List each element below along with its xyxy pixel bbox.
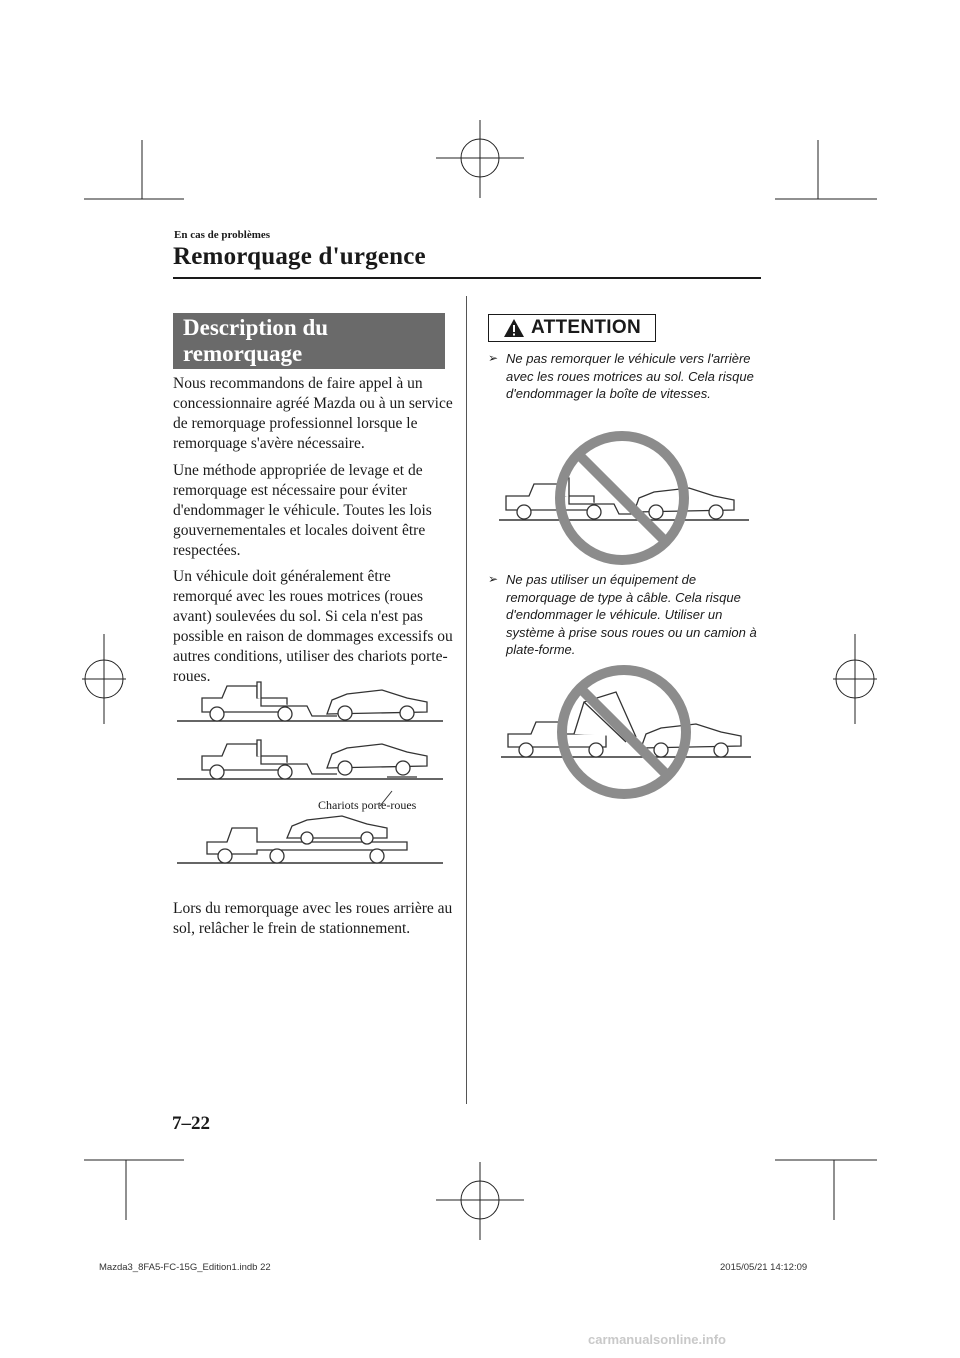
paragraph-method: Une méthode appropriée de levage et de remorquage est nécessaire pour éviter d'endommager le véhicule. Toutes les lois gouvernementales et locales doivent être respectées. [173,462,432,559]
watermark: carmanualsonline.info [588,1332,726,1347]
paragraph-recommendation: Nous recommandons de faire appel à un concessionnaire agréé Mazda ou à un service de remorquage professionnel lorsque le remorquage s'avère nécessaire. [173,375,453,452]
warning-bullet-text: Ne pas remorquer le véhicule vers l'arrière avec les roues motrices au sol. Cela risque d'endommager la boîte de vitesses. [506,351,754,401]
bullet-arrow-icon: ➢ [488,351,499,365]
page-number: 7–22 [172,1113,210,1134]
towing-methods-illustration [177,676,443,876]
section-label: En cas de problèmes [174,229,271,241]
prohibited-cable-tow-illustration [496,662,756,802]
section-heading: Description du remorquage [173,313,445,369]
warning-bullet-cable-tow [488,571,763,659]
warning-triangle-icon [503,318,525,338]
figure-caption: Chariots porte-roues [318,798,417,812]
title-rule [173,277,761,279]
bullet-arrow-icon: ➢ [488,572,499,586]
column-divider [466,296,467,1104]
warning-bullet-reverse-tow [488,350,763,403]
paragraph-parking-brake: Lors du remorquage avec les roues arrière au sol, relâcher le frein de stationnement. [173,900,453,937]
page-title: Remorquage d'urgence [173,243,426,270]
file-info: Mazda3_8FA5-FC-15G_Edition1.indb 22 [99,1262,271,1273]
warning-bullet-text: Ne pas utiliser un équipement de remorquage de type à câble. Cela risque d'endommager le véhicule. Utiliser un système à prise sous roues ou un camion à plate-forme. [506,572,757,657]
warning-header [488,314,656,342]
prohibited-reverse-tow-illustration [494,428,754,568]
print-timestamp: 2015/05/21 14:12:09 [720,1262,808,1273]
warning-title: ATTENTION [530,317,641,338]
paragraph-drive-wheels: Un véhicule doit généralement être remorqué avec les roues motrices (roues avant) soulevées du sol. Si cela n'est pas possible en raison de dommages excessifs ou autres conditions, utiliser des chariots porte-roues. [173,568,453,685]
